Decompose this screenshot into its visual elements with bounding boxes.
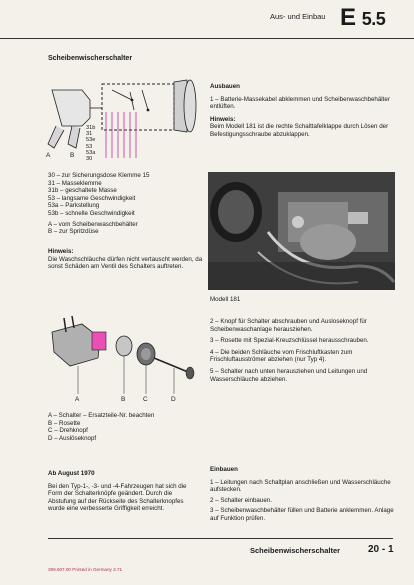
legend-item: D – Auslöseknopf [48,434,97,442]
ausbauen-title: Ausbauen [210,83,240,90]
footer-rule [48,538,393,539]
terminal-label: 30 [86,156,93,163]
part-label-d: D [171,396,176,403]
hint-title: Hinweis: [48,248,74,255]
dashboard-photo [208,172,395,290]
change-text: Bei den Typ-1-, -3- und -4-Fahrzeugen hat sich die Form der Schalterknöpfe geändert. Durch die Abstufung auf der Rückseite des Schalterknopfes wurde eine verbesserte Griffigkeit erreicht. [48,482,187,513]
legend-item: A – vom Scheibenwaschbehälter [48,220,138,228]
section-number: 5.5 [361,9,386,29]
legend-item: 53 – langsame Geschwindigkeit [48,194,136,202]
ausbauen-section [210,83,395,139]
einbauen-step: 3 – Scheibenwaschbehälter füllen und Batterie anklemmen. Anlage auf Funktion prüfen. [210,507,394,522]
page-title: Scheibenwischerschalter [48,55,133,62]
terminal-label: 53a [86,149,96,156]
parts-exploded-drawing [42,302,202,402]
step-item: 5 – Schalter nach unten herausziehen und Leitungen und Wasserschläuche abziehen. [210,367,368,383]
change-note [48,470,198,513]
imprint: 399.607.00 Printed in Germany 3.71 [48,567,123,572]
step-item: 3 – Rosette mit Spezial-Kreuzschlüssel herausschrauben. [210,337,369,345]
removal-steps [210,318,395,383]
legend-item: C – Drehknopf [48,427,88,435]
diagram-label-a: A [46,152,51,159]
hint-text: Die Waschschläuche dürfen nicht vertauscht werden, da sonst Schäden am Ventil des Schalters auftreten. [48,255,203,271]
part-label-a: A [75,396,80,403]
switch-diagram [42,70,202,170]
parts-legend [48,412,203,442]
einbauen-step: 1 – Leitungen nach Schaltplan anschließen und Wasserschläuche aufstecken. [210,478,391,494]
einbauen-title: Einbauen [210,466,238,473]
change-title: Ab August 1970 [48,470,95,477]
legend-item: 53a – Parkstellung [48,202,100,210]
section-letter: E [340,4,356,31]
legend-item: 53b – schnelle Geschwindigkeit [48,209,135,217]
legend-item: 31 – Masseklemme [48,179,102,187]
step-item: 2 – Knopf für Schalter abschrauben und Ausloseknopf für Scheibenwaschanlage herausziehen. [210,318,367,333]
hint-title: Hinweis: [210,115,236,123]
legend-item: B – zur Spritzdüse [48,228,99,236]
hint-box-hoses [48,248,203,271]
legend-item: 31b – geschaltete Masse [48,187,117,195]
terminal-legend [48,172,203,236]
terminal-label: 53e [86,137,96,144]
terminal-label: 31 [86,131,93,138]
terminal-label: 31b [86,125,96,131]
header-rule [0,38,414,39]
part-label-b: B [121,396,126,403]
terminal-label: 53 [86,143,93,150]
section-title: Aus- und Einbau [270,12,326,21]
einbauen-step: 2 – Schalter einbauen. [210,496,272,504]
dashboard-photo-image [208,172,395,290]
step-item: 4 – Die beiden Schläuche vom Frischluftkasten zum Frischluftausströmer abziehen (nur Typ 4). [210,348,353,364]
diagram-label-b: B [70,152,75,159]
footer-title: Scheibenwischerschalter [250,546,341,555]
terminal-labels [86,125,95,162]
legend-item: A – Schalter – Ersatzteile-Nr. beachten [48,412,155,419]
section-code [340,4,385,32]
ausbauen-step: 1 – Batterie-Massekabel abklemmen und Scheibenwaschbehälter entlüften. [210,95,390,111]
part-label-c: C [143,396,148,403]
legend-item: B – Rosette [48,419,81,427]
legend-item: 30 – zur Sicherungsdose Klemme 15 [48,172,150,179]
photo-caption: Modell 181 [210,296,241,303]
page-number: 20 - 1 [368,544,394,555]
einbauen-section [210,466,395,523]
hint-text: Beim Modell 181 ist die rechte Schalttafelklappe durch Lösen der Befestigungsschraube abzuklappen. [210,123,389,138]
